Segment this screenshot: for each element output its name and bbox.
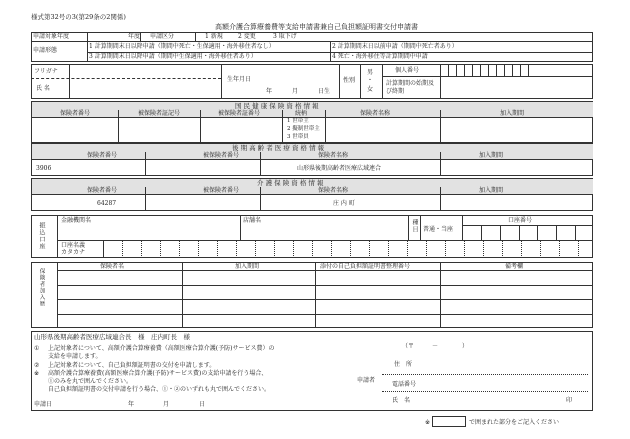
year-label: 年度: [128, 33, 141, 40]
care-header-insured-number: 被保険者番号: [203, 187, 240, 194]
nhi-section-title: 国 民 健 康 保 険 資 格 情 報: [235, 102, 319, 110]
nhi-header-period: 加入期間: [500, 110, 525, 117]
members-header-remarks: 備考欄: [505, 263, 524, 270]
nhi-header-relation: 続柄: [295, 110, 308, 117]
care-period-field[interactable]: [441, 195, 592, 210]
institution-field[interactable]: [58, 224, 239, 239]
signer-name-field[interactable]: [425, 393, 565, 405]
care-section-title: 介 護 保 険 資 格 情 報: [257, 179, 324, 187]
members-row[interactable]: [58, 271, 592, 284]
item1-mark[interactable]: ①: [34, 345, 40, 352]
elderly-insurer-number: 3906: [36, 165, 52, 172]
members-header-insurer: 保険者名: [100, 263, 125, 270]
category-new[interactable]: 1 新規: [205, 33, 223, 40]
postal-code-field[interactable]: （〒 － ）: [402, 343, 469, 350]
category-label: 申請区分: [150, 33, 175, 40]
item2-text: 上記対象者について、自己負担額証明書の交付を申請します。: [48, 362, 216, 369]
application-date-field[interactable]: [55, 398, 215, 409]
form-title: 高額介護合算療養費等支給申請書兼自己負担額証明書交付申請書: [215, 23, 418, 31]
members-header-certificate-number: 添付の自己負担額証明書整理番号: [320, 263, 411, 270]
application-type-option-2[interactable]: 2 計算期間末日以前申請（期間中死亡者あり）: [332, 42, 458, 50]
application-type-label: 申請形態: [33, 47, 58, 54]
item1-text: 上記対象者について、高額介護合算療養費（高額医療合算介護(予防)サービス費）の: [48, 345, 275, 352]
note-line-3: 自己負担額証明書の交付申請を行う場合、①・②のいずれも丸で囲んでください。: [48, 386, 271, 393]
branch-field[interactable]: [241, 224, 407, 239]
address-field[interactable]: [420, 355, 588, 373]
branch-label: 店舗名: [243, 217, 262, 224]
birth-date-label: 生年月日: [227, 76, 252, 83]
date-year-unit: 年: [128, 401, 135, 408]
item1-text-cont: 支給を申請します。: [48, 353, 102, 360]
nhi-card-number-field[interactable]: [201, 118, 281, 142]
care-header-insurer-number: 保険者番号: [87, 187, 118, 194]
care-insured-number-field[interactable]: [146, 195, 259, 210]
elderly-insurer-name: 山形県後期高齢者医療広域連合: [297, 165, 382, 172]
birth-year-unit: 年: [266, 88, 273, 95]
note-line-1: 高額介護合算療養費(高額医療合算介護(予防)サービス費)の支給申請を行う場合、: [48, 370, 268, 377]
account-number-field[interactable]: [463, 226, 592, 239]
members-header-period: 加入期間: [235, 263, 260, 270]
institution-label: 金融機関名: [61, 217, 92, 224]
care-header-insurer-name: 保険者名称: [318, 187, 349, 194]
members-row[interactable]: [58, 315, 592, 328]
care-header-period: 加入期間: [479, 187, 504, 194]
phone-field[interactable]: [425, 378, 588, 390]
application-type-option-3[interactable]: 3 計算期間末日以降申請（期間中生保適用・海外移住者あり）: [89, 53, 257, 60]
nhi-insurer-name-field[interactable]: [326, 118, 439, 142]
instruction-text: で囲まれた部分をご記入ください: [469, 419, 560, 426]
item2-mark[interactable]: ②: [34, 362, 40, 369]
target-year-field[interactable]: [88, 32, 118, 41]
nhi-header-card-number: 被保険者証番号: [218, 110, 261, 117]
date-month-unit: 月: [163, 401, 170, 408]
addressee: 山形県後期高齢者医療広域連合長 様 庄内町長 様: [34, 333, 190, 341]
furigana-label: フリガナ: [34, 68, 58, 75]
phone-label: 電話番号: [392, 381, 417, 388]
application-type-option-1[interactable]: 1 計算期間末日以降申請（期間中死亡・生保適用・海外移住者なし）: [89, 42, 275, 50]
instruction-box-sample: [432, 416, 466, 427]
holder-label-1: 口座名義: [61, 242, 86, 249]
birth-month-unit: 月: [292, 88, 299, 95]
calc-period-field[interactable]: [441, 77, 592, 98]
name-label: 氏 名: [36, 85, 50, 92]
nhi-header-insurer-name: 保険者名称: [360, 110, 391, 117]
nhi-card-symbol-field[interactable]: [119, 118, 199, 142]
address-label: 住 所: [394, 361, 413, 368]
elderly-period-field[interactable]: [441, 160, 592, 175]
sex-separator: ・: [367, 77, 374, 84]
relation-option-head[interactable]: 1 世帯主: [287, 118, 309, 124]
name-field[interactable]: [70, 79, 220, 98]
seal-mark: 印: [566, 397, 573, 404]
elderly-insured-number-field[interactable]: [146, 160, 259, 175]
care-insurer-number: 64287: [97, 200, 117, 207]
signer-name-label: 氏 名: [392, 397, 411, 404]
sex-male[interactable]: 男: [367, 69, 374, 76]
category-withdraw[interactable]: 3 取下げ: [273, 33, 297, 40]
furigana-field[interactable]: [70, 65, 220, 77]
members-row[interactable]: [58, 300, 592, 313]
instruction-mark: ※: [425, 419, 431, 426]
note-line-2: ①のみを丸で囲んでください。: [48, 378, 133, 385]
elderly-header-insurer-number: 保険者番号: [87, 152, 118, 159]
sex-female[interactable]: 女: [367, 86, 374, 93]
relation-option-deemed[interactable]: 2 擬制世帯主: [287, 126, 320, 132]
elderly-header-insurer-name: 保険者名称: [318, 152, 349, 159]
note-mark: ※: [34, 370, 40, 377]
form-number: 様式第32号の3(第29条の2関係): [31, 13, 126, 21]
applicant-label: 申請者: [357, 377, 376, 384]
holder-label-2: カタカナ: [61, 249, 86, 256]
care-insurer-name: 庄 内 町: [333, 200, 355, 207]
elderly-header-insured-number: 被保険者番号: [203, 152, 240, 159]
members-side-label: 保険者加入歴: [38, 268, 45, 307]
personal-number-label: 個人番号: [395, 67, 420, 74]
personal-number-field[interactable]: [441, 65, 592, 75]
nhi-period-field[interactable]: [441, 118, 592, 142]
account-type-label: 種目: [411, 219, 418, 233]
account-number-label: 口座番号: [508, 217, 533, 224]
bank-side-label: 振込口座: [38, 222, 45, 250]
application-type-option-4[interactable]: 4 死亡・海外移住等計算期間中申請: [332, 53, 428, 60]
relation-option-member[interactable]: 3 世帯員: [287, 134, 309, 140]
category-change[interactable]: 2 変更: [238, 33, 256, 40]
birth-day-unit: 日生: [318, 88, 331, 95]
account-type-options[interactable]: 普通・当座: [423, 226, 454, 233]
sex-label: 性別: [343, 77, 356, 84]
members-row[interactable]: [58, 286, 592, 299]
elderly-header-period: 加入期間: [479, 152, 504, 159]
nhi-header-insurer-number: 保険者番号: [60, 110, 91, 117]
date-day-unit: 日: [199, 401, 206, 408]
calc-period-label: 計算期間の始期及び終期: [386, 80, 435, 95]
application-date-label: 申請日: [34, 401, 53, 408]
nhi-insurer-number-field[interactable]: [32, 118, 117, 142]
account-holder-field[interactable]: [104, 241, 592, 257]
target-year-label: 申請対象年度: [33, 33, 70, 40]
elderly-section-title: 後 期 高 齢 者 医 療 資 格 情 報: [232, 144, 325, 152]
nhi-header-card-symbol: 被保険者証記号: [138, 110, 181, 117]
